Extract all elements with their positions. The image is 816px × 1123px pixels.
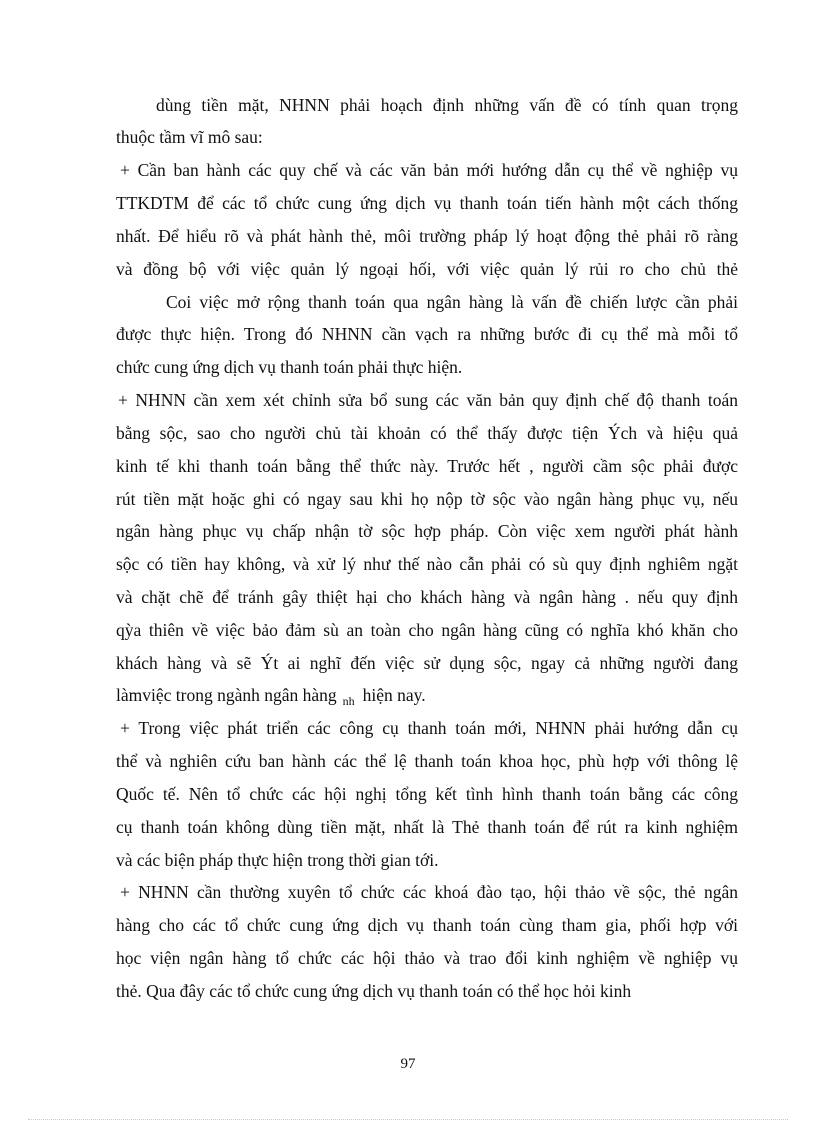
text-line: và đồng bộ với việc quản lý ngoại hối, với việc quản lý rủi ro cho chủ thẻ [116,259,738,279]
page-number: 97 [400,1056,416,1072]
text-line: rút tiền mặt hoặc ghi có ngay sau khi họ nộp tờ sộc vào ngân hàng phục vụ, nếu [116,489,738,509]
text-line: được thực hiện. Trong đó NHNN cần vạch ra những bước đi cụ thể mà mỗi tổ [116,324,738,344]
text-line: dùng tiền mặt, NHNN phải hoạch định những vấn đề có tính quan trọng [156,95,738,115]
lamviec-text: làmviệc trong ngành ngân hàng [116,685,337,705]
text-line: + Cần ban hành các quy chế và các văn bản mới hướng dẫn cụ thể về nghiệp vụ [120,160,738,180]
lamviec-subscript: nh [342,694,355,708]
text-line: và chặt chẽ để tránh gây thiệt hại cho khách hàng và ngân hàng . nếu quy định [116,587,738,607]
text-line: khách hàng và sẽ Ýt ai nghĩ đến việc sử dụng sộc, ngay cả những người đang [116,653,738,673]
text-line: qỳa thiên về việc bảo đảm sù an toàn cho ngân hàng cũng có nghĩa khó khăn cho [116,620,738,640]
text-line: bằng sộc, sao cho người chủ tài khoản có thể thấy được tiện Ých và hiệu quả [116,423,738,443]
text-line: kinh tế khi thanh toán bằng thể thức này. Trước hết , người cầm sộc phải được [116,456,738,476]
text-line: nhất. Để hiểu rõ và phát hành thẻ, môi trường pháp lý hoạt động thẻ phải rõ ràng [116,226,738,246]
text-line: thuộc tầm vĩ mô sau: [116,127,263,147]
text-line: thẻ. Qua đây các tổ chức cung ứng dịch vụ thanh toán có thể học hỏi kinh [116,981,632,1001]
text-line-lamviec [116,683,738,707]
text-line: Coi việc mở rộng thanh toán qua ngân hàng là vấn đề chiến lược cần phải [166,292,738,312]
page-bottom-divider [28,1119,788,1120]
text-line: sộc có tiền hay không, và xử lý như thế nào cẫn phải có sù quy định nghiêm ngặt [116,554,738,574]
text-line: hàng cho các tổ chức cung ứng dịch vụ thanh toán cùng tham gia, phối hợp với [116,915,738,935]
text-line: chức cung ứng dịch vụ thanh toán phải thực hiện. [116,357,463,377]
text-line: thể và nghiên cứu ban hành các thể lệ thanh toán khoa học, phù hợp với thông lệ [116,751,738,771]
lamviec-text-end: hiện nay. [362,685,426,705]
text-line: Quốc tế. Nên tổ chức các hội nghị tổng kết tình hình thanh toán bằng các công [116,784,738,804]
text-line: + NHNN cần xem xét chỉnh sửa bổ sung các văn bản quy định chế độ thanh toán [118,390,738,410]
text-line: ngân hàng phục vụ chấp nhận tờ sộc hợp pháp. Còn việc xem người phát hành [116,521,738,541]
text-line: học viện ngân hàng tổ chức các hội thảo và trao đổi kinh nghiệm về nghiệp vụ [116,948,738,968]
text-line: + Trong việc phát triển các công cụ thanh toán mới, NHNN phải hướng dẫn cụ [120,718,738,738]
text-line: TTKDTM để các tổ chức cung ứng dịch vụ thanh toán tiến hành một cách thống [116,193,738,213]
text-line: + NHNN cần thường xuyên tổ chức các khoá đào tạo, hội thảo về sộc, thẻ ngân [120,882,738,902]
text-line: và các biện pháp thực hiện trong thời gian tới. [116,850,439,870]
text-line: cụ thanh toán không dùng tiền mặt, nhất là Thẻ thanh toán để rút ra kinh nghiệm [116,817,738,837]
